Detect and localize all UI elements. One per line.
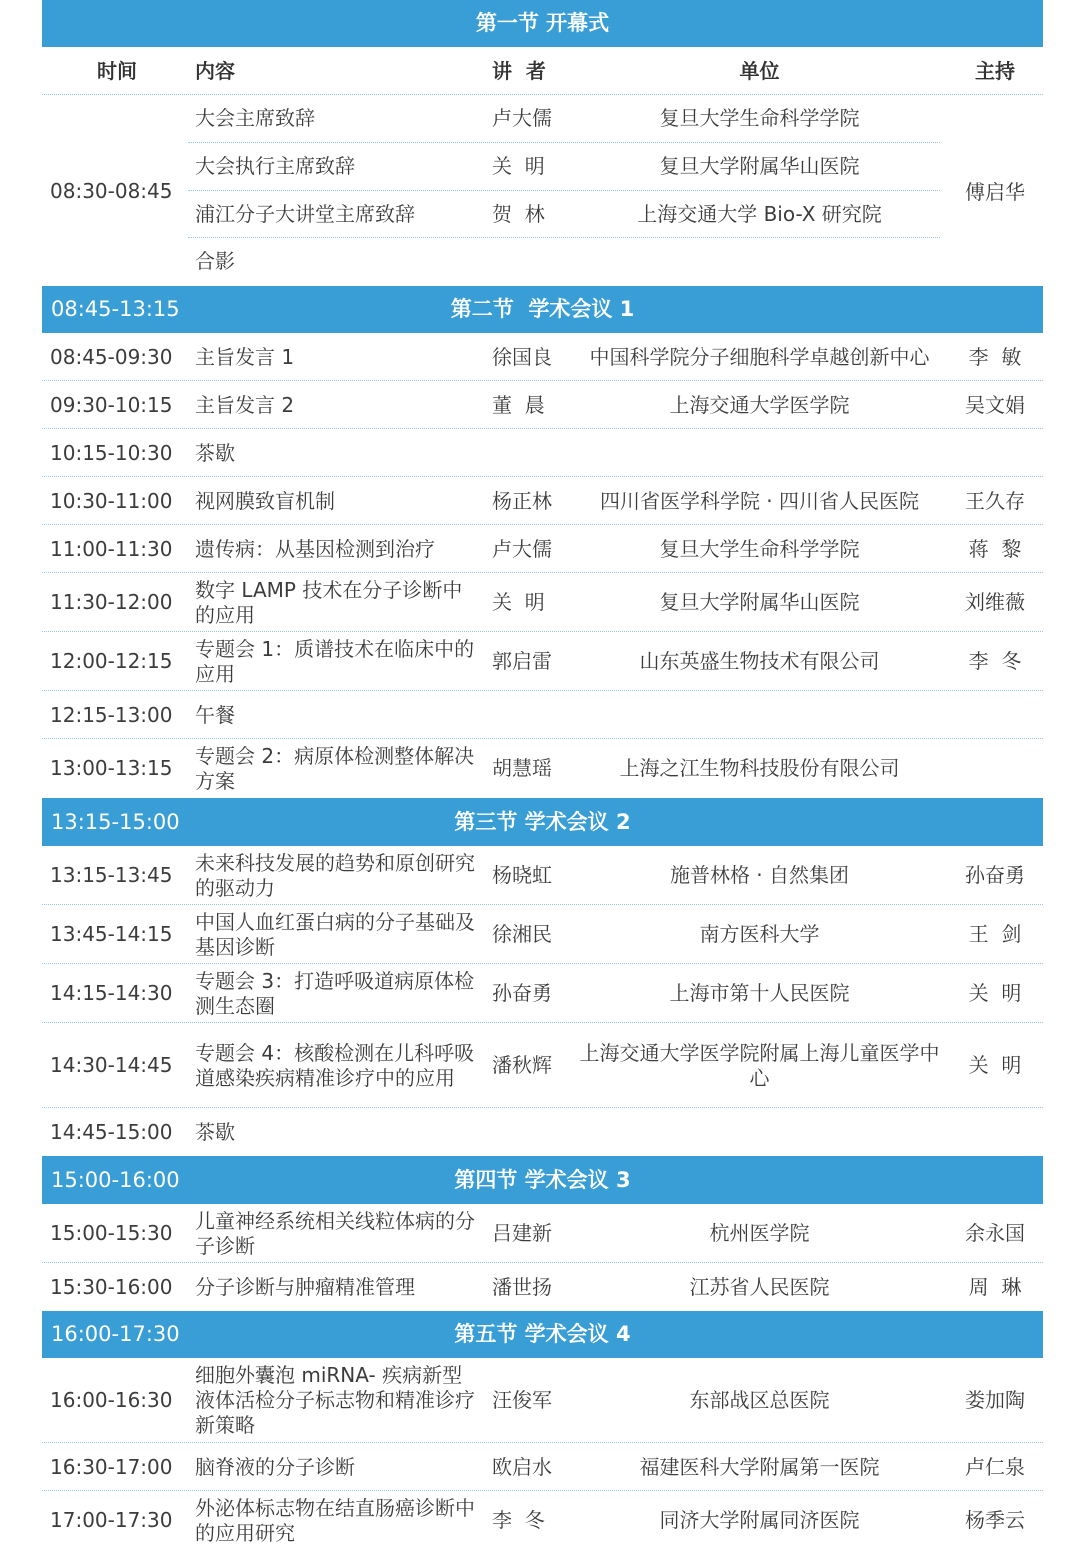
section-time: 08:45-13:15: [51, 297, 180, 321]
row-topic: 午餐: [195, 702, 235, 727]
row-org: 施普林格 · 自然集团: [669, 863, 850, 887]
row-speaker: 徐国良: [492, 344, 552, 369]
table-row: [42, 1263, 1043, 1311]
row-topic: 合影: [195, 249, 235, 273]
row-speaker: 孙奋勇: [492, 981, 552, 1005]
row-org: 四川省医学科学院 · 四川省人民医院: [599, 488, 920, 513]
opening-time: 08:30-08:45: [50, 178, 173, 203]
row-topic: 中国人血红蛋白病的分子基础及基因诊断: [195, 909, 475, 959]
row-time: 10:30-11:00: [50, 488, 173, 513]
row-time: 08:45-09:30: [50, 344, 173, 369]
table-row: [42, 739, 1043, 798]
header-speaker: 讲 者: [492, 58, 546, 83]
row-host: 关 明: [968, 981, 1022, 1005]
section-title: 第二节 学术会议 1: [450, 297, 635, 321]
row-host: 刘维薇: [965, 590, 1025, 614]
row-org: 东部战区总医院: [689, 1388, 830, 1412]
table-row: [42, 846, 1043, 905]
row-time: 14:30-14:45: [50, 1053, 173, 1077]
row-org: 中国科学院分子细胞科学卓越创新中心: [589, 344, 930, 369]
table-row: [42, 1443, 1043, 1491]
row-org: 上海交通大学医学院附属上海儿童医学中心: [579, 1040, 940, 1090]
section-5-rows: [42, 1358, 1043, 1550]
row-org: 复旦大学生命科学学院: [659, 106, 860, 130]
table-row: [42, 1023, 1043, 1108]
row-host: [947, 429, 1043, 477]
table-row: [42, 477, 1043, 525]
row-org: 上海之江生物科技股份有限公司: [619, 756, 900, 780]
row-speaker: 胡慧瑶: [492, 756, 552, 780]
table-row: [42, 1204, 1043, 1263]
table-row: [42, 691, 1043, 739]
row-topic: 专题会 3：打造呼吸道病原体检测生态圈: [195, 968, 475, 1018]
row-topic: 大会执行主席致辞: [195, 154, 355, 178]
row-topic: 细胞外囊泡 miRNA- 疾病新型液体活检分子标志物和精准诊疗新策略: [195, 1363, 475, 1437]
section-3-band: [42, 798, 1043, 846]
row-host: 卢仁泉: [965, 1454, 1025, 1479]
section-title: 第三节 学术会议 2: [454, 810, 631, 834]
row-org: [572, 691, 947, 739]
row-speaker: 吕建新: [492, 1221, 552, 1245]
row-speaker: [492, 429, 572, 477]
row-time: 12:15-13:00: [50, 702, 173, 727]
row-time: 12:00-12:15: [50, 649, 173, 673]
row-topic: 浦江分子大讲堂主席致辞: [195, 202, 415, 226]
row-time: 14:45-15:00: [50, 1119, 173, 1144]
row-time: 15:00-15:30: [50, 1221, 173, 1245]
row-org: 复旦大学生命科学学院: [659, 536, 860, 561]
row-speaker: [492, 1108, 572, 1156]
row-speaker: 杨晓虹: [492, 863, 552, 887]
row-host: [947, 739, 1043, 798]
row-topic: 脑脊液的分子诊断: [195, 1454, 355, 1479]
row-speaker: [492, 691, 572, 739]
row-speaker: 董 晨: [492, 392, 545, 417]
row-org: 复旦大学附属华山医院: [659, 590, 860, 614]
row-topic: 主旨发言 2: [195, 392, 295, 417]
row-time: 13:45-14:15: [50, 922, 173, 946]
row-host: 娄加陶: [965, 1388, 1025, 1412]
header-org: 单位: [739, 58, 780, 83]
row-host: 李 冬: [968, 649, 1022, 673]
row-org: 上海交通大学 Bio-X 研究院: [637, 202, 882, 226]
row-host: 吴文娟: [965, 392, 1025, 417]
row-topic: 大会主席致辞: [195, 106, 315, 130]
conference-schedule: [42, 0, 1043, 1550]
table-row: [42, 964, 1043, 1023]
list-item: [42, 143, 1043, 190]
table-row: [42, 525, 1043, 573]
row-org: 复旦大学附属华山医院: [659, 154, 860, 178]
header-topic: 内容: [195, 58, 235, 83]
section-title: 第一节 开幕式: [475, 11, 610, 35]
list-item: [42, 238, 1043, 285]
row-time: 16:30-17:00: [50, 1454, 173, 1479]
table-row: [42, 429, 1043, 477]
opening-host: 傅启华: [965, 180, 1025, 204]
row-org: 江苏省人民医院: [689, 1274, 830, 1299]
section-time: 15:00-16:00: [51, 1168, 180, 1192]
row-host: 关 明: [968, 1053, 1022, 1077]
row-topic: 儿童神经系统相关线粒体病的分子诊断: [195, 1208, 475, 1258]
row-time: 16:00-16:30: [50, 1388, 173, 1412]
row-host: [947, 1108, 1043, 1156]
row-host: 余永国: [965, 1221, 1025, 1245]
row-org: 同济大学附属同济医院: [659, 1508, 860, 1532]
row-time: 09:30-10:15: [50, 392, 173, 417]
section-2-rows: [42, 333, 1043, 798]
section-4-band: [42, 1156, 1043, 1204]
table-row: [42, 1491, 1043, 1550]
row-topic: 茶歇: [195, 440, 235, 465]
row-org: 上海市第十人民医院: [669, 981, 850, 1005]
row-speaker: 潘世扬: [492, 1274, 552, 1299]
table-row: [42, 1358, 1043, 1443]
header-time: 时间: [97, 58, 137, 83]
header-host: 主持: [975, 58, 1015, 83]
row-host: 李 敏: [968, 344, 1022, 369]
row-topic: 专题会 4：核酸检测在儿科呼吸道感染疾病精准诊疗中的应用: [195, 1040, 475, 1090]
row-speaker: 杨正林: [492, 488, 552, 513]
row-host: 孙奋勇: [965, 863, 1025, 887]
row-host: 蒋 黎: [968, 536, 1022, 561]
row-org: 南方医科大学: [699, 922, 820, 946]
row-speaker: 潘秋辉: [492, 1053, 552, 1077]
list-item: [42, 191, 1043, 238]
row-speaker: 李 冬: [492, 1508, 545, 1532]
table-row: [42, 632, 1043, 691]
table-row: [42, 381, 1043, 429]
section-1-band: [42, 0, 1043, 47]
row-time: 13:15-13:45: [50, 863, 173, 887]
table-row: [42, 333, 1043, 381]
row-org: 上海交通大学医学院: [669, 392, 850, 417]
row-topic: 遗传病：从基因检测到治疗: [195, 536, 435, 561]
section-time: 16:00-17:30: [51, 1322, 180, 1346]
row-host: 王久存: [965, 488, 1025, 513]
table-header: [42, 47, 1043, 95]
row-topic: 分子诊断与肿瘤精准管理: [195, 1274, 415, 1299]
section-title: 第四节 学术会议 3: [454, 1168, 631, 1192]
row-speaker: 欧启水: [492, 1454, 552, 1479]
table-row: [42, 905, 1043, 964]
row-host: 杨季云: [965, 1508, 1025, 1532]
section-title: 第五节 学术会议 4: [454, 1322, 631, 1346]
row-topic: 专题会 2：病原体检测整体解决方案: [195, 743, 475, 793]
row-topic: 视网膜致盲机制: [195, 488, 335, 513]
row-speaker: 汪俊军: [492, 1388, 552, 1412]
row-org: [572, 1108, 947, 1156]
table-row: [42, 573, 1043, 632]
list-item: [42, 95, 1043, 142]
row-time: 10:15-10:30: [50, 440, 173, 465]
section-time: 13:15-15:00: [51, 810, 180, 834]
row-topic: 茶歇: [195, 1119, 235, 1144]
row-speaker: 贺 林: [492, 202, 545, 226]
row-topic: 未来科技发展的趋势和原创研究的驱动力: [195, 850, 475, 900]
row-org: 福建医科大学附属第一医院: [639, 1454, 880, 1479]
row-topic: 数字 LAMP 技术在分子诊断中的应用: [195, 577, 463, 627]
row-org: 杭州医学院: [709, 1221, 810, 1245]
row-speaker: 关 明: [492, 154, 545, 178]
row-speaker: 关 明: [492, 590, 545, 614]
row-speaker: 徐湘民: [492, 922, 552, 946]
row-topic: 外泌体标志物在结直肠癌诊断中的应用研究: [195, 1495, 475, 1545]
row-speaker: 郭启雷: [492, 649, 552, 673]
row-host: [947, 691, 1043, 739]
row-host: 王 剑: [968, 922, 1022, 946]
section-5-band: [42, 1311, 1043, 1358]
row-time: 17:00-17:30: [50, 1508, 173, 1532]
opening-block: [42, 95, 1043, 286]
table-row: [42, 1108, 1043, 1156]
section-3-rows: [42, 846, 1043, 1156]
section-4-rows: [42, 1204, 1043, 1311]
row-time: 14:15-14:30: [50, 981, 173, 1005]
row-time: 11:30-12:00: [50, 590, 173, 614]
row-speaker: 卢大儒: [492, 536, 552, 561]
section-2-band: [42, 286, 1043, 333]
row-host: 周 琳: [968, 1274, 1022, 1299]
row-org: [572, 429, 947, 477]
row-time: 13:00-13:15: [50, 756, 173, 780]
row-topic: 专题会 1：质谱技术在临床中的应用: [195, 636, 475, 686]
row-org: 山东英盛生物技术有限公司: [639, 649, 880, 673]
row-time: 11:00-11:30: [50, 536, 173, 561]
row-topic: 主旨发言 1: [195, 344, 295, 369]
row-time: 15:30-16:00: [50, 1274, 173, 1299]
row-speaker: 卢大儒: [492, 106, 552, 130]
